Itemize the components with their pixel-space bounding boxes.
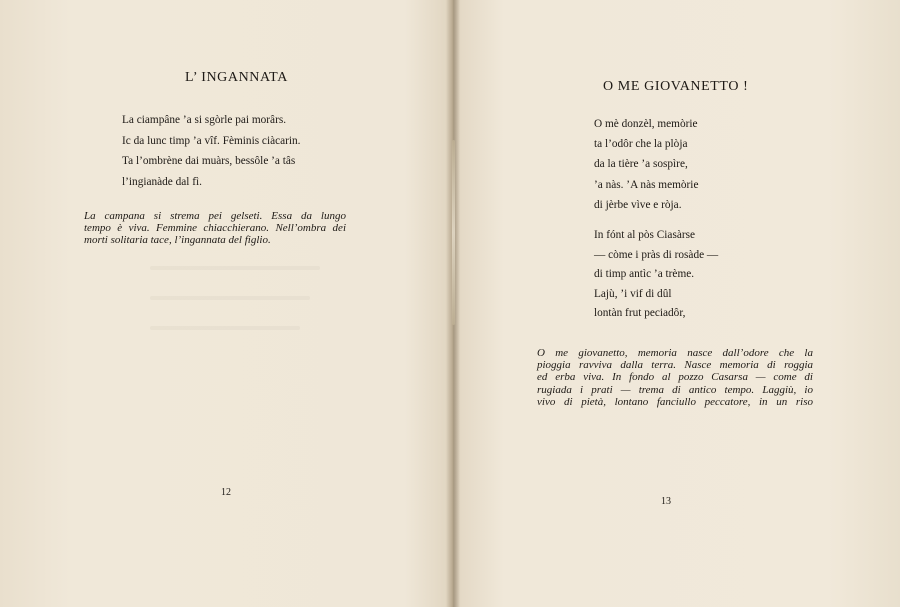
verse-line: di jèrbe vìve e ròja. [594, 198, 682, 211]
prose-line: O me giovanetto, memoria nasce dall’odore che la [537, 347, 813, 359]
prose-translation [537, 347, 813, 408]
verse-line: Ic da lunc timp ’a vîf. Fèminis ciàcarin. [122, 134, 301, 147]
page-number: 13 [661, 496, 671, 507]
poem-title: L’ INGANNATA [185, 70, 288, 85]
poem-stanza-2 [594, 226, 718, 324]
verse-line: Lajù, ’i vif di dûl [594, 287, 672, 300]
verse-line: La ciampâne ’a si sgòrle pai morârs. [122, 114, 287, 126]
verse-line: Ta l’ombrène dai muàrs, bessôle ’a tâs [122, 155, 296, 167]
prose-line: vivo di pietà, lontano fanciullo peccatore, in un riso [537, 395, 813, 408]
show-through-mark [150, 296, 310, 300]
page-number: 12 [221, 487, 231, 498]
poem-verse [122, 110, 301, 192]
show-through-mark [150, 326, 300, 330]
prose-translation [84, 210, 346, 247]
verse-line: l’ingianàde dal fì. [122, 175, 202, 188]
prose-line: ed erba viva. In fondo al pozzo Casarsa — come di [537, 371, 813, 384]
prose-line: tempo è viva. Femmine chiacchierano. Nell’ombra dei [84, 222, 346, 235]
show-through-mark [150, 266, 320, 270]
verse-line: di timp antìc ’a trème. [594, 268, 695, 281]
verse-line: da la tière ’a sospìre, [594, 158, 688, 171]
right-page [455, 0, 900, 607]
poem-title: O ME GIOVANETTO ! [603, 79, 749, 94]
verse-line: ta l’odôr che la plòja [594, 138, 688, 151]
prose-line: morti solitaria tace, l’ingannata del figlio. [84, 234, 271, 247]
prose-line: rugiada i prati — trema di antico tempo. Laggiù, io [537, 383, 813, 396]
verse-line: — còme i pràs di rosàde — [594, 248, 719, 261]
poem-stanza-1 [594, 114, 698, 215]
verse-line: ’a nàs. ’A nàs memòrie [594, 178, 699, 191]
prose-line: pioggia ravviva dalla terra. Nasce memoria di roggia [537, 359, 813, 372]
verse-line: O mè donzèl, memòrie [594, 118, 698, 130]
prose-line: La campana si strema pei gelseti. Essa da lungo [84, 210, 346, 222]
verse-line: lontàn frut peciadôr, [594, 307, 686, 320]
verse-line: In fónt al pòs Ciasàrse [594, 229, 696, 241]
